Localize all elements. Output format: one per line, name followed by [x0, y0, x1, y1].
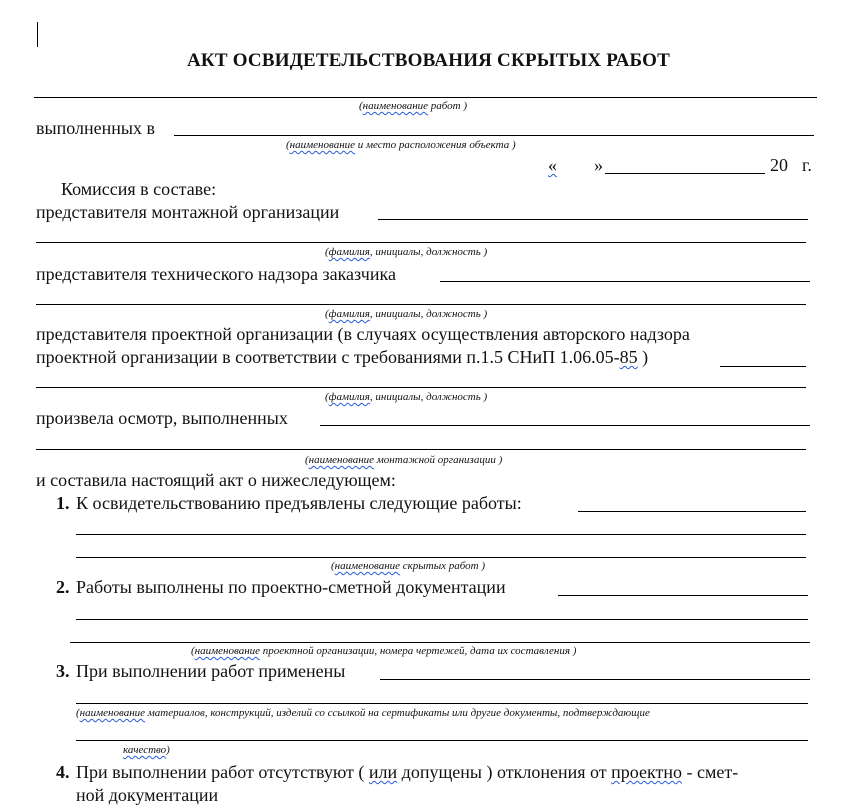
item-2-line-3[interactable] [70, 642, 810, 643]
materials-caption: (наименование материалов, конструкций, изделий со ссылкой на сертификаты или другие документы, подтверждающие [76, 707, 650, 719]
item-1-number: 1. [56, 493, 70, 513]
project-caption: (наименование проектной организации, номера чертежей, дата их составления ) [191, 645, 577, 657]
item-3-line-2[interactable] [76, 703, 808, 704]
item-2-text: Работы выполнены по проектно-сметной документации [76, 577, 506, 597]
composed-label: и составила настоящий акт о нижеследующем: [36, 470, 396, 490]
rep-customer-line[interactable] [440, 281, 810, 282]
item-4-text: При выполнении работ отсутствуют ( или допущены ) отклонения от проектно - смет- [76, 762, 739, 782]
performed-in-label: выполненных в [36, 118, 155, 138]
rep-customer-line-2[interactable] [36, 304, 806, 305]
rep-installer-line[interactable] [378, 219, 808, 220]
works-name-caption: (наименование работ ) [359, 100, 468, 112]
person3-caption: (фамилия, инициалы, должность ) [325, 391, 488, 403]
item-3-number: 3. [56, 661, 70, 681]
item-1-line-2[interactable] [76, 534, 806, 535]
item-4-text-2: ной документации [76, 785, 219, 805]
object-line[interactable] [174, 135, 814, 136]
person1-caption: (фамилия, инициалы, должность ) [325, 246, 488, 258]
item-2-line[interactable] [558, 595, 808, 596]
rep-installer-line-2[interactable] [36, 242, 806, 243]
person2-caption: (фамилия, инициалы, должность ) [325, 308, 488, 320]
inspected-label: произвела осмотр, выполненных [36, 408, 288, 428]
rep-design-label-2: проектной организации в соответствии с требованиями п.1.5 СНиП 1.06.05-85 ) [36, 347, 649, 367]
item-1-text: К освидетельствованию предъявлены следующие работы: [76, 493, 522, 513]
item-3-text: При выполнении работ применены [76, 661, 346, 681]
hidden-works-caption: (наименование скрытых работ ) [331, 560, 486, 572]
document-title: АКТ ОСВИДЕТЕЛЬСТВОВАНИЯ СКРЫТЫХ РАБОТ [186, 50, 670, 71]
rep-installer-label: представителя монтажной организации [36, 202, 340, 222]
org-caption: (наименование монтажной организации ) [305, 454, 503, 466]
inspected-line-2[interactable] [36, 449, 806, 450]
text-cursor [37, 22, 38, 47]
object-caption: (наименование и место расположения объекта ) [286, 139, 516, 151]
year-prefix: 20 [770, 155, 788, 175]
item-1-line[interactable] [578, 511, 806, 512]
works-name-line[interactable] [34, 97, 817, 98]
date-quote-close: » [594, 155, 603, 175]
year-suffix: г. [802, 155, 812, 175]
item-4-number: 4. [56, 762, 70, 782]
item-3-line-3[interactable] [76, 740, 808, 741]
item-3-line[interactable] [380, 679, 810, 680]
item-2-line-2[interactable] [76, 619, 808, 620]
rep-design-line[interactable] [720, 366, 806, 367]
item-2-number: 2. [56, 577, 70, 597]
rep-design-label-1: представителя проектной организации (в случаях осуществления авторского надзора [36, 324, 690, 344]
commission-label: Комиссия в составе: [61, 179, 217, 199]
item-1-line-3[interactable] [76, 557, 806, 558]
rep-customer-label: представителя технического надзора заказчика [36, 264, 396, 284]
quality-caption: качество) [123, 744, 170, 756]
date-quote-open: « [548, 155, 557, 175]
date-month-line[interactable] [605, 173, 765, 174]
rep-design-line-2[interactable] [36, 387, 806, 388]
inspected-line[interactable] [320, 425, 810, 426]
